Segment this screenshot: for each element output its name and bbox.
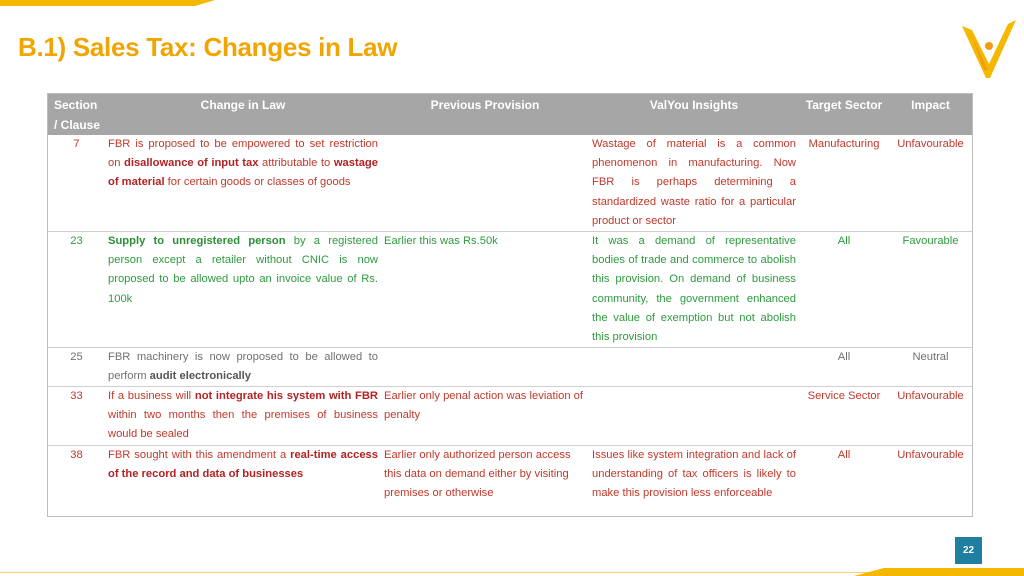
impact-cell: Favourable (902, 235, 959, 247)
change-cell (105, 446, 381, 522)
bottom-accent-bar (884, 568, 1024, 576)
table-row (48, 446, 972, 522)
change-cell (105, 387, 381, 445)
previous-cell: Earlier this was Rs.50k (384, 235, 498, 247)
section-cell: 7 (73, 138, 80, 150)
change-text: FBR machinery is now proposed to be allowed to perform (108, 351, 378, 383)
impact-cell: Unfavourable (897, 138, 964, 150)
table-row (48, 232, 972, 348)
insights-cell (589, 387, 799, 445)
insights-cell: Issues like system integration and lack of understanding of tax officers is likely to make this provision less enforceable (592, 449, 796, 500)
section-cell: 38 (70, 449, 83, 461)
header-sector: Target Sector (805, 98, 883, 112)
section-cell: 25 (70, 351, 83, 363)
change-text: for certain goods or classes of goods (164, 176, 351, 189)
table-header-row (48, 94, 972, 135)
change-text: FBR sought with this amendment a (108, 449, 291, 461)
header-impact: Impact (911, 98, 950, 112)
section-cell: 23 (70, 235, 83, 247)
table-row (48, 387, 972, 446)
change-text: FBR is proposed to be empowered to set restriction on (108, 138, 378, 170)
impact-cell: Unfavourable (897, 449, 964, 461)
previous-cell: Earlier only authorized person access this data on demand either by visiting premises or otherwise (384, 449, 571, 500)
sector-cell: Manufacturing (808, 138, 880, 150)
top-accent-stripe (0, 0, 195, 6)
insights-cell: It was a demand of representative bodies of trade and commerce to abolish this provision. On demand of business community, the government enhanced the value of exemption but not abolish this provision (592, 235, 796, 344)
header-previous: Previous Provision (430, 98, 540, 112)
valyou-logo-icon (960, 18, 1018, 80)
change-text: If a business will (108, 390, 195, 402)
emphasis-text: real-time access of the record and data of businesses (108, 449, 378, 481)
table-body (48, 135, 972, 522)
previous-cell: Earlier only penal action was leviation of penalty (384, 390, 583, 422)
page-number-badge: 22 (955, 537, 982, 564)
previous-cell (381, 135, 589, 231)
emphasis-text: Supply to unregistered person (108, 235, 286, 247)
emphasis-text: not integrate his system with FBR (194, 390, 378, 402)
changes-in-law-table (47, 93, 973, 517)
insights-cell: Wastage of material is a common phenomenon in manufacturing. Now FBR is perhaps determining a standardized waste ratio for a particular product or sector (592, 138, 796, 227)
insights-cell (589, 348, 799, 386)
change-text: within two months then the premises of business would be sealed (108, 409, 378, 441)
sector-cell: All (837, 351, 851, 363)
header-change: Change in Law (200, 98, 286, 112)
previous-cell (381, 348, 589, 386)
change-text: by a registered person except a retailer without CNIC is now proposed to be allowed upto an invoice value of Rs. 100k (108, 235, 378, 305)
sector-cell: All (837, 235, 851, 247)
impact-cell: Neutral (912, 351, 949, 363)
emphasis-text: wastage of material (108, 157, 378, 189)
slide-title: B.1) Sales Tax: Changes in Law (18, 32, 398, 62)
table-row (48, 348, 972, 387)
emphasis-text: audit electronically (149, 370, 251, 383)
sector-cell: All (837, 449, 851, 461)
header-insights: ValYou Insights (649, 98, 739, 112)
sector-cell: Service Sector (807, 390, 881, 402)
change-cell (105, 135, 381, 231)
table-row (48, 135, 972, 232)
change-cell (105, 232, 381, 347)
emphasis-text: disallowance of input tax (124, 157, 259, 170)
bottom-divider (0, 572, 890, 573)
header-section: Section / Clause (54, 98, 101, 132)
change-cell (105, 348, 381, 386)
impact-cell: Unfavourable (897, 390, 964, 402)
section-cell: 33 (70, 390, 83, 402)
change-text: attributable to (258, 157, 334, 170)
